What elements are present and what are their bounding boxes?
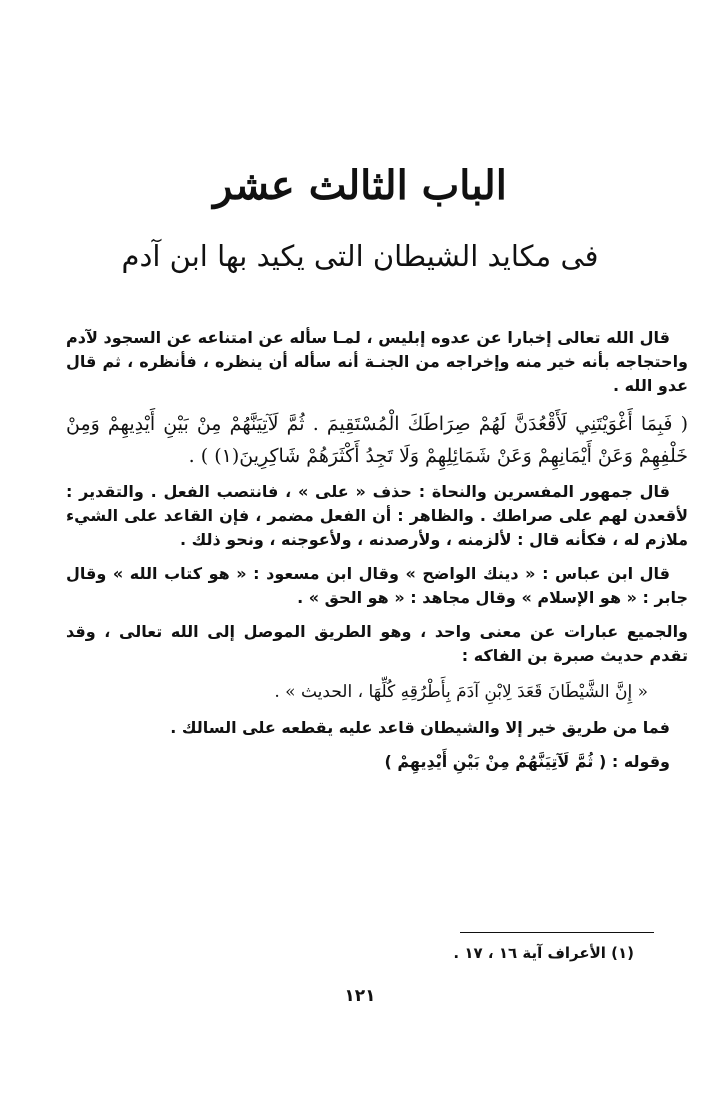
hadith-quote: « إِنَّ الشَّيْطَانَ قَعَدَ لِابْنِ آدَمَ بِأَطْرُقِهِ كُلِّهَا ، الحديث » . [274, 682, 648, 702]
chapter-subtitle: فى مكايد الشيطان التى يكيد بها ابن آدم [121, 239, 599, 273]
paragraph-summary: والجميع عبارات عن معنى واحد ، وهو الطريق الموصل إلى الله تعالى ، وقد تقدم حديث صبرة بن الفاكه : [66, 622, 688, 665]
paragraph-quote-intro: وقوله : ( ثُمَّ لَآتِيَنَّهُمْ مِنْ بَيْنِ أَيْدِيهِمْ ) [384, 752, 670, 771]
quran-verse-1: ( فَبِمَا أَغْوَيْتَنِي لَأَقْعُدَنَّ لَهُمْ صِرَاطَكَ الْمُسْتَقِيمَ . ثُمَّ لَآتِيَنَّهُمْ مِنْ بَيْنِ أَيْدِيهِمْ وَمِنْ خَلْفِهِمْ وَعَنْ أَيْمَانِهِمْ وَعَنْ شَمَائِلِهِمْ وَلَا تَجِدُ أَكْثَرَهُمْ شَاكِرِينَ(١) ) . [66, 413, 689, 467]
footnote-divider [460, 932, 654, 933]
paragraph-grammar: قال جمهور المفسرين والنحاة : حذف « على » ، فانتصب الفعل . والتقدير : لأقعدن لهم على صراطك . والظاهر : أن الفعل مضمر ، فإن القاعد على الشيء ملازم له ، فكأنه قال : لألزمنه ، ولأرصدنه ، ولأعوجنه ، ونحو ذلك . [66, 482, 688, 549]
body-text [66, 326, 688, 784]
footnote: (١) الأعراف آية ١٦ ، ١٧ . [453, 944, 634, 962]
chapter-title: الباب الثالث عشر [213, 162, 507, 209]
paragraph-path: فما من طريق خير إلا والشيطان قاعد عليه يقطعه على السالك . [170, 718, 670, 737]
paragraph-intro: قال الله تعالى إخبارا عن عدوه إبليس ، لمـا سأله عن امتناعه عن السجود لآدم واحتجاجه بأنه خير منه وإخراجه من الجنـة أنه سأله أن ينظره ، فأنظره ، ثم قال عدو الله . [66, 328, 688, 395]
page-number: ١٢١ [344, 986, 376, 1006]
paragraph-narrations: قال ابن عباس : « دينك الواضح » وقال ابن مسعود : « هو كتاب الله » وقال جابر : « هو الإسلام » وقال مجاهد : « هو الحق » . [66, 564, 688, 607]
